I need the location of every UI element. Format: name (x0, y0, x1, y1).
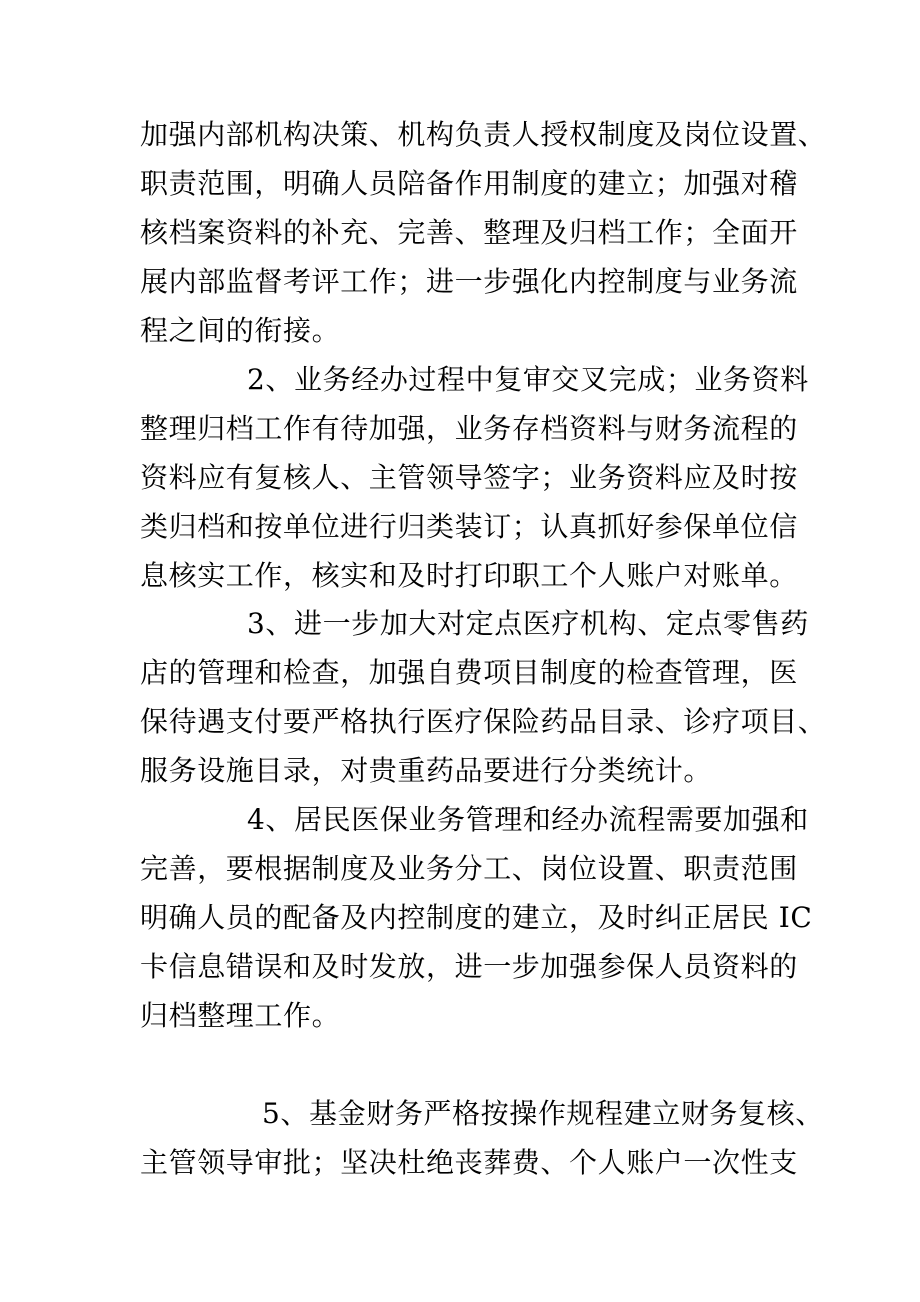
paragraph-4-line-2: 完善，要根据制度及业务分工、岗位设置、职责范围 (140, 852, 798, 885)
paragraph-2-line-5: 息核实工作，核实和及时打印职工个人账户对账单。 (140, 559, 798, 592)
paragraph-4-line-1: 4、居民医保业务管理和经办流程需要加强和 (247, 803, 809, 836)
paragraph-1-line-4: 展内部监督考评工作；进一步强化内控制度与业务流 (140, 265, 798, 298)
paragraph-4-line-5: 归档整理工作。 (140, 999, 341, 1032)
paragraph-4-line-3: 明确人员的配备及内控制度的建立，及时纠正居民 IC (140, 901, 813, 934)
paragraph-2-line-2: 整理归档工作有待加强，业务存档资料与财务流程的 (140, 412, 798, 445)
paragraph-4-line-4: 卡信息错误和及时发放，进一步加强参保人员资料的 (140, 950, 798, 983)
paragraph-5-line-2: 主管领导审批；坚决杜绝丧葬费、个人账户一次性支 (140, 1146, 798, 1179)
paragraph-3-line-4: 服务设施目录，对贵重药品要进行分类统计。 (140, 754, 713, 787)
paragraph-3-line-3: 保待遇支付要严格执行医疗保险药品目录、诊疗项目、 (140, 705, 827, 738)
paragraph-2-line-4: 类归档和按单位进行归类装订；认真抓好参保单位信 (140, 510, 798, 543)
paragraph-5-line-1: 5、基金财务严格按操作规程建立财务复核、 (262, 1097, 824, 1130)
paragraph-1-line-1: 加强内部机构决策、机构负责人授权制度及岗位设置、 (140, 118, 827, 151)
paragraph-2-line-1: 2、业务经办过程中复审交叉完成；业务资料 (247, 363, 809, 396)
paragraph-2-line-3: 资料应有复核人、主管领导签字；业务资料应及时按 (140, 461, 798, 494)
paragraph-3-line-1: 3、进一步加大对定点医疗机构、定点零售药 (247, 607, 809, 640)
paragraph-3-line-2: 店的管理和检查，加强自费项目制度的检查管理，医 (140, 656, 798, 689)
paragraph-1-line-3: 核档案资料的补充、完善、整理及归档工作；全面开 (140, 216, 798, 249)
paragraph-1-line-2: 职责范围，明确人员陪备作用制度的建立；加强对稽 (140, 167, 798, 200)
paragraph-1-line-5: 程之间的衔接。 (140, 314, 341, 347)
